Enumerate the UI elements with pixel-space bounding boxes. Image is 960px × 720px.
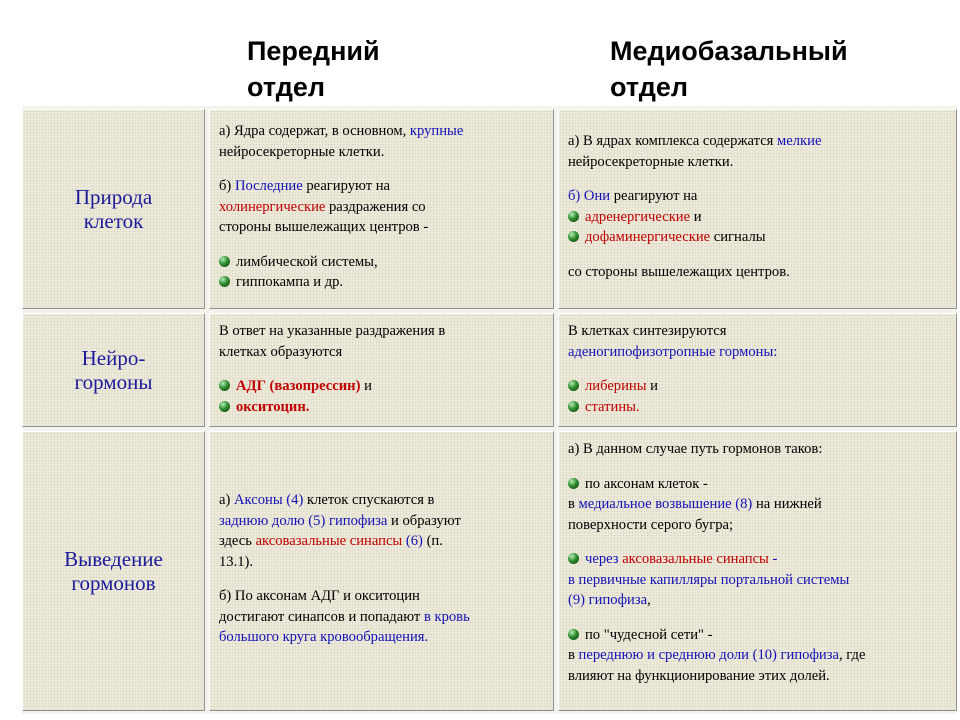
text-line: клетках образуются: [219, 343, 343, 360]
row-label-excretion: [22, 431, 205, 711]
list-item: дофаминергические сигналы: [568, 227, 821, 248]
cell-nature-medio: [558, 109, 957, 309]
list-item: статины.: [568, 397, 777, 418]
cell-nature-front: [209, 109, 554, 309]
header-medio-line2: отдел: [610, 72, 688, 102]
text-line: поверхности серого бугра;: [568, 516, 734, 533]
bullet-icon: [568, 478, 579, 489]
bullet-icon: [219, 276, 230, 287]
list-item: адренергические и: [568, 207, 821, 228]
text-line: б) Они реагируют на: [568, 188, 698, 204]
text-line: а) В ядрах комплекса содержатся мелкие: [568, 133, 822, 149]
list-item: АДГ (вазопрессин) и: [219, 376, 445, 397]
cell-neurohormones-front: [209, 313, 554, 427]
row-label-line: гормонов: [71, 571, 156, 595]
list-item: либерины и: [568, 376, 777, 397]
text-line: большого круга кровообращения.: [219, 629, 429, 645]
row-label-line: гормоны: [74, 370, 153, 394]
text-line: В клетках синтезируются: [568, 323, 727, 339]
text-line: а) Ядра содержат, в основном, крупные: [219, 123, 464, 139]
text-line: (9) гипофиза,: [568, 592, 651, 608]
list-item: лимбической системы,: [219, 252, 463, 273]
text-line: в первичные капилляры портальной системы: [568, 571, 850, 588]
header-front-line2: отдел: [247, 72, 325, 102]
header-medio-line1: Медиобазальный: [610, 36, 848, 66]
cell-excretion-medio: [558, 431, 957, 711]
text-line: со стороны вышележащих центров.: [568, 263, 790, 280]
bullet-icon: [568, 231, 579, 242]
text-line: 13.1).: [219, 553, 254, 570]
row-label-neurohormones: [22, 313, 205, 427]
text-line: нейросекреторные клетки.: [568, 153, 734, 170]
cell-neurohormones-medio: [558, 313, 957, 427]
bullet-icon: [219, 380, 230, 391]
text-line: аденогипофизотропные гормоны:: [568, 343, 778, 360]
header-front: [247, 33, 380, 105]
list-item: через аксовазальные синапсы -: [568, 549, 865, 570]
bullet-icon: [568, 401, 579, 412]
text-line: в переднюю и среднюю доли (10) гипофиза, где: [568, 647, 866, 663]
text-line: заднюю долю (5) гипофиза и образуют: [219, 512, 461, 529]
header-front-line1: Передний: [247, 36, 380, 66]
bullet-icon: [568, 211, 579, 222]
text-line: в медиальное возвышение (8) на нижней: [568, 496, 822, 512]
text-line: В ответ на указанные раздражения в: [219, 323, 446, 339]
row-label-line: Выведение: [64, 547, 163, 571]
bullet-icon: [219, 401, 230, 412]
text-line: достигают синапсов и попадают в кровь: [219, 608, 470, 625]
bullet-icon: [568, 629, 579, 640]
bullet-icon: [568, 380, 579, 391]
row-label-line: клеток: [83, 209, 144, 233]
header-medio: [610, 33, 848, 105]
list-item: по "чудесной сети" -: [568, 625, 865, 646]
row-label-line: Нейро-: [81, 346, 146, 370]
row-label-line: Природа: [74, 185, 153, 209]
list-item: по аксонам клеток -: [568, 474, 865, 495]
text-line: б) Последние реагируют на: [219, 178, 391, 194]
row-label-nature: [22, 109, 205, 309]
bullet-icon: [219, 256, 230, 267]
text-line: а) В данном случае путь гормонов таков:: [568, 441, 823, 457]
comparison-table: [22, 106, 957, 714]
list-item: окситоцин.: [219, 397, 445, 418]
text-line: б) По аксонам АДГ и окситоцин: [219, 588, 420, 604]
text-line: здесь аксовазальные синапсы (6) (п.: [219, 533, 443, 549]
text-line: а) Аксоны (4) клеток спускаются в: [219, 492, 435, 508]
list-item: гиппокампа и др.: [219, 272, 463, 293]
text-line: холинергические раздражения со: [219, 198, 426, 215]
bullet-icon: [568, 553, 579, 564]
text-line: нейросекреторные клетки.: [219, 143, 385, 160]
text-line: стороны вышележащих центров -: [219, 219, 429, 235]
cell-excretion-front: [209, 431, 554, 711]
text-line: влияют на функционирование этих долей.: [568, 667, 830, 684]
